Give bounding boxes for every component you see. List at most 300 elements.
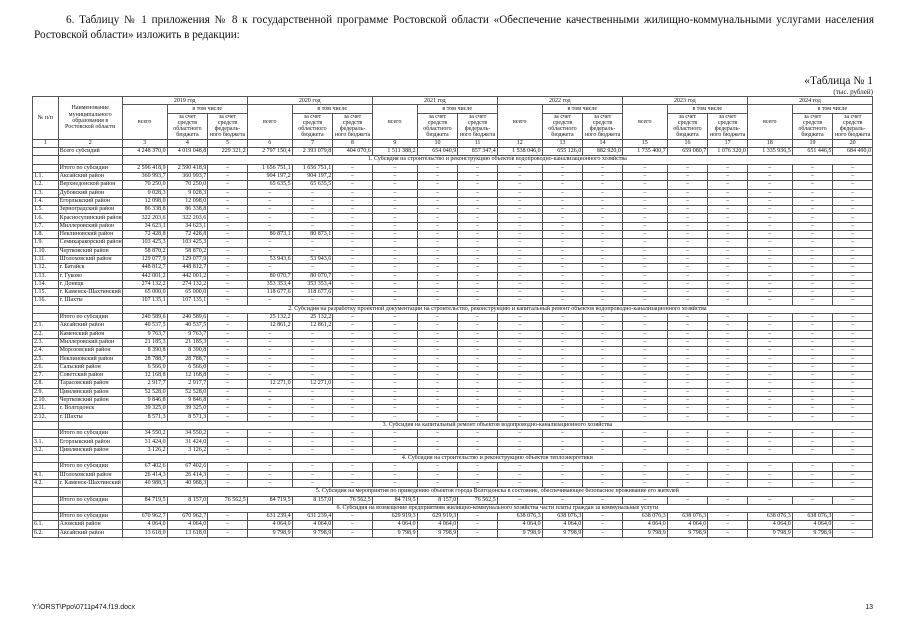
value-cell: – — [333, 264, 373, 272]
value-cell: – — [747, 479, 792, 487]
value-cell: 2 596 418,9 — [122, 164, 167, 172]
column-number: 10 — [417, 139, 458, 147]
value-cell: – — [542, 413, 583, 421]
value-cell: – — [583, 297, 623, 305]
value-cell: – — [708, 197, 748, 205]
row-name: Аксайский район — [58, 172, 122, 180]
value-cell: – — [208, 222, 248, 230]
value-cell: 4 064,0 — [372, 521, 417, 529]
value-cell: – — [497, 239, 542, 247]
value-cell: 629 919,3 — [417, 513, 458, 521]
value-cell: 84 719,5 — [372, 496, 417, 504]
value-cell: 12 861,2 — [292, 322, 333, 330]
row-name: Тарасовский район — [58, 380, 122, 388]
value-cell: – — [542, 446, 583, 454]
unit-label: (тыс. рублей) — [833, 88, 873, 96]
value-cell: – — [417, 479, 458, 487]
value-cell: – — [458, 222, 498, 230]
value-cell: – — [747, 164, 792, 172]
value-cell: – — [247, 388, 292, 396]
value-cell: 629 919,3 — [372, 513, 417, 521]
value-cell: – — [792, 496, 833, 504]
value-cell: – — [333, 338, 373, 346]
value-cell: – — [417, 471, 458, 479]
value-cell: 4 064,0 — [667, 521, 708, 529]
value-cell: 12 168,8 — [122, 372, 167, 380]
value-cell: 12 168,8 — [167, 372, 208, 380]
row-number: 2.2. — [33, 330, 59, 338]
value-cell: – — [292, 372, 333, 380]
value-cell: – — [542, 214, 583, 222]
value-cell: – — [622, 214, 667, 222]
value-cell: – — [708, 222, 748, 230]
header-year: 2022 год — [497, 97, 622, 105]
section-summary-row — [33, 314, 873, 322]
value-cell: 72 428,8 — [167, 231, 208, 239]
value-cell: – — [208, 181, 248, 189]
value-cell: – — [667, 396, 708, 404]
value-cell: – — [542, 297, 583, 305]
row-number: 2.3. — [33, 338, 59, 346]
value-cell: – — [622, 255, 667, 263]
value-cell: – — [247, 222, 292, 230]
value-cell: – — [667, 405, 708, 413]
value-cell: – — [622, 322, 667, 330]
value-cell: – — [708, 363, 748, 371]
value-cell: – — [833, 338, 873, 346]
value-cell: 9 798,9 — [792, 529, 833, 537]
value-cell: 6 566,0 — [167, 363, 208, 371]
value-cell: 12 271,0 — [247, 380, 292, 388]
value-cell: 65 635,5 — [247, 181, 292, 189]
row-name: Дубовский район — [58, 189, 122, 197]
value-cell: – — [333, 322, 373, 330]
table-row — [33, 363, 873, 371]
value-cell: – — [747, 181, 792, 189]
table-row — [33, 189, 873, 197]
row-number: 3.1. — [33, 438, 59, 446]
value-cell: – — [292, 405, 333, 413]
value-cell: – — [622, 496, 667, 504]
value-cell: – — [417, 338, 458, 346]
value-cell: – — [417, 372, 458, 380]
value-cell: – — [497, 272, 542, 280]
value-cell: 53 943,6 — [292, 255, 333, 263]
value-cell: – — [833, 222, 873, 230]
section-title-row — [33, 305, 873, 313]
value-cell: 8 571,3 — [167, 413, 208, 421]
value-cell: – — [458, 280, 498, 288]
value-cell: – — [833, 264, 873, 272]
value-cell: – — [333, 172, 373, 180]
value-cell: 9 028,3 — [167, 189, 208, 197]
value-cell: 1 656 751,1 — [247, 164, 292, 172]
value-cell: – — [417, 164, 458, 172]
table-row — [33, 529, 873, 537]
value-cell: – — [292, 330, 333, 338]
value-cell: – — [247, 338, 292, 346]
column-number: 18 — [747, 139, 792, 147]
value-cell: – — [792, 396, 833, 404]
value-cell: – — [542, 289, 583, 297]
value-cell: – — [583, 529, 623, 537]
row-name: Итого по субсидии — [58, 314, 122, 322]
value-cell: – — [497, 372, 542, 380]
value-cell: – — [497, 338, 542, 346]
value-cell: 1 511 388,2 — [372, 148, 417, 156]
value-cell: – — [208, 513, 248, 521]
value-cell: 8 157,0 — [167, 496, 208, 504]
value-cell: – — [583, 330, 623, 338]
value-cell: 21 185,3 — [122, 338, 167, 346]
value-cell: – — [458, 405, 498, 413]
value-cell: 76 562,5 — [458, 496, 498, 504]
row-name: г. Батайск — [58, 264, 122, 272]
value-cell: 13 618,0 — [122, 529, 167, 537]
value-cell: – — [333, 355, 373, 363]
value-cell: 53 943,6 — [247, 255, 292, 263]
value-cell: 9 798,9 — [372, 529, 417, 537]
value-cell: – — [708, 372, 748, 380]
value-cell: – — [372, 355, 417, 363]
value-cell: – — [292, 338, 333, 346]
value-cell: – — [708, 214, 748, 222]
value-cell: 65 000,0 — [122, 289, 167, 297]
value-cell: – — [622, 347, 667, 355]
value-cell: – — [622, 289, 667, 297]
value-cell: – — [667, 189, 708, 197]
value-cell: – — [747, 280, 792, 288]
header-total: всего — [247, 105, 292, 139]
value-cell: – — [747, 347, 792, 355]
value-cell: – — [622, 380, 667, 388]
value-cell: 631 239,4 — [292, 513, 333, 521]
value-cell: – — [747, 255, 792, 263]
value-cell: 3 126,2 — [122, 446, 167, 454]
value-cell: – — [208, 347, 248, 355]
value-cell: – — [622, 280, 667, 288]
value-cell: 80 873,1 — [247, 231, 292, 239]
value-cell: – — [747, 247, 792, 255]
value-cell: – — [833, 255, 873, 263]
value-cell: 80 070,7 — [292, 272, 333, 280]
value-cell: – — [372, 189, 417, 197]
value-cell: – — [292, 239, 333, 247]
header-year: 2020 год — [247, 97, 372, 105]
value-cell: – — [583, 380, 623, 388]
value-cell: – — [458, 363, 498, 371]
header-federal: за счет средств федераль-ного бюджета — [833, 113, 873, 139]
value-cell: 9 798,9 — [247, 529, 292, 537]
row-number: 2.5. — [33, 355, 59, 363]
table-row — [33, 347, 873, 355]
value-cell: – — [292, 388, 333, 396]
value-cell: – — [417, 355, 458, 363]
value-cell: – — [792, 206, 833, 214]
value-cell: – — [792, 197, 833, 205]
value-cell: – — [792, 297, 833, 305]
value-cell: – — [372, 239, 417, 247]
value-cell: – — [417, 247, 458, 255]
value-cell: – — [542, 239, 583, 247]
value-cell: – — [333, 363, 373, 371]
value-cell: 25 132,2 — [247, 314, 292, 322]
value-cell: – — [372, 297, 417, 305]
value-cell: – — [583, 388, 623, 396]
value-cell: – — [208, 314, 248, 322]
value-cell: 8 157,0 — [417, 496, 458, 504]
value-cell: – — [333, 405, 373, 413]
value-cell: – — [458, 355, 498, 363]
header-year: 2023 год — [622, 97, 747, 105]
value-cell: 9 763,7 — [167, 330, 208, 338]
value-cell: – — [247, 372, 292, 380]
row-number — [33, 421, 59, 429]
value-cell: – — [667, 479, 708, 487]
row-name: Шолоховский район — [58, 471, 122, 479]
header-incl: в том числе — [667, 105, 747, 113]
row-name — [58, 305, 122, 313]
value-cell: – — [792, 372, 833, 380]
value-cell: – — [833, 479, 873, 487]
value-cell: – — [583, 496, 623, 504]
value-cell: 118 677,6 — [247, 289, 292, 297]
value-cell: – — [622, 355, 667, 363]
value-cell: – — [622, 172, 667, 180]
value-cell: – — [833, 521, 873, 529]
row-number — [33, 513, 59, 521]
value-cell: 631 239,4 — [247, 513, 292, 521]
row-number: 1.15. — [33, 289, 59, 297]
value-cell: 9 028,3 — [122, 189, 167, 197]
value-cell: 12 861,2 — [247, 322, 292, 330]
value-cell: – — [622, 164, 667, 172]
value-cell: 34 623,1 — [122, 222, 167, 230]
value-cell: – — [667, 264, 708, 272]
header-name: Наименование муниципального образования в Ростовской области — [58, 97, 122, 140]
value-cell: – — [667, 239, 708, 247]
value-cell: 659 080,7 — [667, 148, 708, 156]
value-cell: – — [708, 413, 748, 421]
value-cell: – — [542, 405, 583, 413]
value-cell: – — [247, 463, 292, 471]
value-cell: – — [747, 363, 792, 371]
value-cell: – — [208, 438, 248, 446]
value-cell: – — [372, 222, 417, 230]
value-cell: – — [667, 255, 708, 263]
value-cell: – — [708, 388, 748, 396]
value-cell: – — [622, 239, 667, 247]
value-cell: – — [747, 396, 792, 404]
value-cell: – — [372, 181, 417, 189]
value-cell: – — [542, 206, 583, 214]
table-row — [33, 338, 873, 346]
value-cell: 442 001,2 — [122, 272, 167, 280]
value-cell: – — [747, 214, 792, 222]
value-cell: – — [708, 272, 748, 280]
header-federal: за счет средств федераль-ного бюджета — [208, 113, 248, 139]
value-cell: – — [542, 181, 583, 189]
section-title: 1. Субсидия на строительство и реконструкцию объектов водопроводно-канализационного хозяйства — [122, 156, 872, 164]
value-cell: 4 064,0 — [247, 521, 292, 529]
value-cell: – — [747, 189, 792, 197]
value-cell: – — [667, 363, 708, 371]
value-cell: – — [542, 314, 583, 322]
row-name: г. Донецк — [58, 280, 122, 288]
value-cell: – — [208, 322, 248, 330]
value-cell: – — [667, 231, 708, 239]
row-number: 1.14. — [33, 280, 59, 288]
value-cell: – — [542, 172, 583, 180]
value-cell: – — [333, 289, 373, 297]
header-num: № п/п — [33, 97, 59, 140]
row-number — [33, 156, 59, 164]
value-cell: – — [247, 363, 292, 371]
value-cell: 2 797 150,4 — [247, 148, 292, 156]
value-cell: – — [792, 264, 833, 272]
value-cell: – — [792, 363, 833, 371]
value-cell: 2 590 418,9 — [167, 164, 208, 172]
value-cell: – — [583, 463, 623, 471]
row-number: 2.6. — [33, 363, 59, 371]
value-cell: – — [667, 347, 708, 355]
value-cell: 360 993,7 — [167, 172, 208, 180]
row-number — [33, 455, 59, 463]
table-row — [33, 380, 873, 388]
value-cell: – — [833, 181, 873, 189]
value-cell: – — [708, 239, 748, 247]
row-number: 1.7. — [33, 222, 59, 230]
value-cell: – — [333, 197, 373, 205]
value-cell: – — [497, 430, 542, 438]
value-cell: – — [208, 189, 248, 197]
value-cell: – — [372, 197, 417, 205]
value-cell: – — [247, 396, 292, 404]
value-cell: – — [708, 529, 748, 537]
value-cell: – — [622, 189, 667, 197]
value-cell: 448 812,7 — [167, 264, 208, 272]
value-cell: – — [667, 380, 708, 388]
value-cell: – — [708, 338, 748, 346]
row-number: 1.6. — [33, 214, 59, 222]
header-total: всего — [372, 105, 417, 139]
value-cell: – — [667, 322, 708, 330]
value-cell: – — [667, 164, 708, 172]
value-cell: – — [583, 264, 623, 272]
row-name: Миллеровский район — [58, 222, 122, 230]
value-cell: – — [333, 189, 373, 197]
header-incl: в том числе — [292, 105, 372, 113]
value-cell: – — [497, 388, 542, 396]
value-cell: – — [208, 231, 248, 239]
value-cell: 2 917,7 — [167, 380, 208, 388]
intro-paragraph: 6. Таблицу № 1 приложения № 8 к государственной программе Ростовской области «Обеспечение качественными жилищно-коммунальными услугами населения Ростовской области» изложить в редакции: — [34, 14, 874, 41]
value-cell: – — [583, 189, 623, 197]
value-cell: – — [497, 181, 542, 189]
value-cell: – — [372, 446, 417, 454]
table-header — [33, 97, 873, 148]
value-cell: – — [497, 172, 542, 180]
value-cell: – — [208, 372, 248, 380]
value-cell: – — [833, 388, 873, 396]
row-number: 6.2. — [33, 529, 59, 537]
value-cell: 4 064,0 — [417, 521, 458, 529]
value-cell: – — [542, 222, 583, 230]
value-cell: – — [747, 231, 792, 239]
value-cell: – — [622, 181, 667, 189]
value-cell: – — [747, 289, 792, 297]
value-cell: – — [372, 388, 417, 396]
value-cell: – — [333, 471, 373, 479]
value-cell: – — [333, 247, 373, 255]
value-cell: – — [792, 355, 833, 363]
table-row — [33, 206, 873, 214]
section-title: 3. Субсидия на капитальный ремонт объектов водопроводно-канализационного хозяйства — [122, 421, 872, 429]
value-cell: – — [833, 314, 873, 322]
value-cell: – — [208, 471, 248, 479]
value-cell: – — [417, 289, 458, 297]
value-cell: 58 870,2 — [167, 247, 208, 255]
row-name: Цимлянский район — [58, 446, 122, 454]
value-cell: 651 446,5 — [792, 148, 833, 156]
value-cell: – — [622, 297, 667, 305]
column-number: 5 — [208, 139, 248, 147]
value-cell: – — [542, 189, 583, 197]
value-cell: – — [417, 264, 458, 272]
value-cell: – — [583, 396, 623, 404]
section-summary-row — [33, 164, 873, 172]
value-cell: – — [417, 181, 458, 189]
value-cell: – — [542, 396, 583, 404]
value-cell: – — [833, 247, 873, 255]
value-cell: – — [372, 214, 417, 222]
value-cell: – — [208, 463, 248, 471]
value-cell: – — [497, 330, 542, 338]
value-cell: – — [792, 347, 833, 355]
value-cell: – — [583, 314, 623, 322]
table-row — [33, 247, 873, 255]
column-number: 8 — [333, 139, 373, 147]
value-cell: 8 157,0 — [292, 496, 333, 504]
value-cell: – — [833, 280, 873, 288]
row-name — [58, 156, 122, 164]
value-cell: – — [372, 463, 417, 471]
value-cell: – — [583, 289, 623, 297]
section-summary-row — [33, 463, 873, 471]
value-cell: – — [458, 289, 498, 297]
row-number — [33, 305, 59, 313]
value-cell: – — [583, 272, 623, 280]
row-name: Цимлянский район — [58, 388, 122, 396]
value-cell: 86 338,8 — [167, 206, 208, 214]
table-row — [33, 446, 873, 454]
value-cell: – — [497, 206, 542, 214]
value-cell: – — [792, 239, 833, 247]
value-cell: – — [417, 280, 458, 288]
value-cell: – — [583, 231, 623, 239]
value-cell: – — [708, 314, 748, 322]
value-cell: – — [497, 496, 542, 504]
value-cell: – — [833, 513, 873, 521]
value-cell: 67 402,6 — [167, 463, 208, 471]
value-cell: – — [667, 280, 708, 288]
value-cell: – — [667, 297, 708, 305]
value-cell: 21 185,3 — [167, 338, 208, 346]
value-cell: – — [333, 380, 373, 388]
value-cell: – — [542, 380, 583, 388]
row-number: 1.16. — [33, 297, 59, 305]
header-total: всего — [747, 105, 792, 139]
